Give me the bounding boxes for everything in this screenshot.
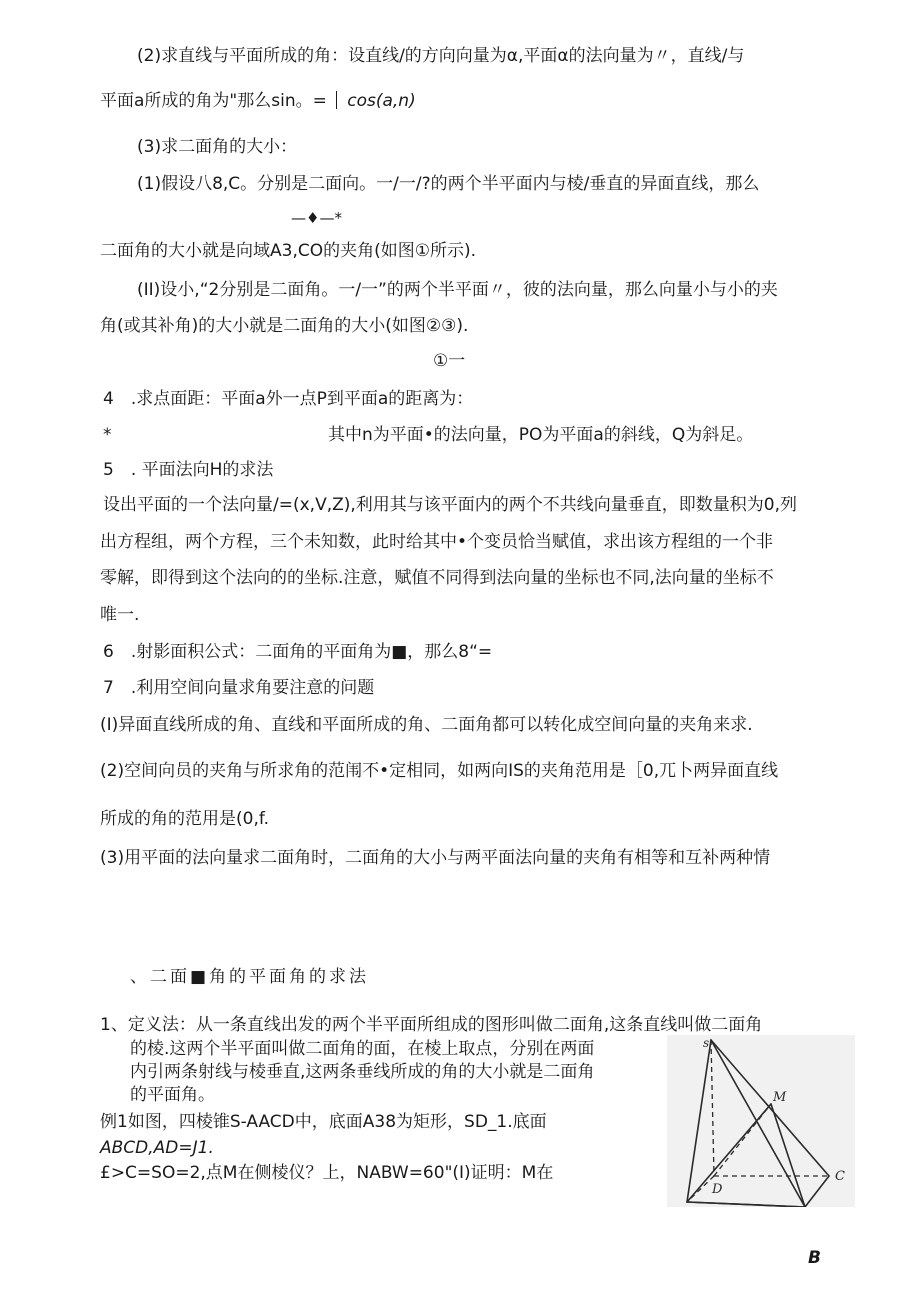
text-line: 二面角的大小就是向域A3,CO的夹角(如图①所示). <box>100 241 477 261</box>
text-line: 其中n为平面•的法向量，PO为平面a的斜线，Q为斜足。 <box>328 425 754 445</box>
text-line: 4 .求点面距：平面a外一点P到平面a的距离为： <box>103 389 474 409</box>
text-line: (I)异面直线所成的角、直线和平面所成的角、二面角都可以转化成空间向量的夹角来求. <box>100 715 753 735</box>
text-line: 内引两条射线与棱垂直,这两条垂线所成的角的大小就是二面角 <box>130 1062 595 1082</box>
edge-ab-2 <box>687 1202 805 1207</box>
text-line: (3)用平面的法向量求二面角时，二面角的大小与两平面法向量的夹角有相等和互补两种情 <box>100 848 771 868</box>
text-line: (3)求二面角的大小： <box>137 137 298 157</box>
text-line: ABCD,AD=J1. <box>100 1138 214 1158</box>
edge-sc <box>711 1040 829 1176</box>
vertex-label-m: M <box>773 1090 787 1105</box>
text-line: 的棱.这两个半平面叫做二面角的面，在棱上取点，分别在两面 <box>130 1039 595 1059</box>
abs-bar <box>336 91 337 109</box>
text-line: 6 .射影面积公式：二面角的平面角为■，那么8“= <box>103 642 493 662</box>
text-line: (1)假设八8,C。分别是二面向。一/一/?的两个半平面内与棱/垂直的异面直线，那么 <box>137 174 760 194</box>
text-line: 所成的角的范用是(0,f. <box>100 809 270 829</box>
text-line: 出方程组，两个方程，三个未知数，此时给其中•个变员恰当赋值，求出该方程组的一个非 <box>100 532 774 552</box>
text-segment: 平面a所成的角为"那么sin。= <box>100 91 333 111</box>
text-line: 角(或其补角)的大小就是二面角的大小(如图②③). <box>100 316 469 336</box>
text-segment: cos(a,n) <box>347 91 416 111</box>
text-line: 5 . 平面法向H的求法 <box>103 460 274 480</box>
text-line: (II)设小,“2分别是二面角。一/一”的两个半平面〃，彼的法向量，那么向量小与小的夹 <box>137 280 778 300</box>
text-line: 7 .利用空间向量求角要注意的问题 <box>103 678 375 698</box>
pyramid-figure <box>667 1035 855 1207</box>
vertex-label-c: C <box>835 1169 845 1184</box>
pyramid-figure-svg <box>667 1035 855 1207</box>
section-heading: 、二面■角的平面角的求法 <box>130 967 370 987</box>
text-line <box>100 90 416 112</box>
text-line: 例1如图，四棱锥S-AACD中，底面A38为矩形，SD_1.底面 <box>100 1112 547 1132</box>
text-line: 设出平面的一个法向量/=(x,V,Z),利用其与该平面内的两个不共线向量垂直，即数量积为0,列 <box>103 495 798 515</box>
text-line: 的平面角。 <box>130 1085 215 1105</box>
text-line: (2)求直线与平面所成的角：设直线/的方向向量为α,平面α的法向量为〃，直线/与 <box>137 46 745 66</box>
text-line: 1、定义法：从一条直线出发的两个半平面所组成的图形叫做二面角,这条直线叫做二面角 <box>100 1015 763 1035</box>
edge-bc <box>805 1176 829 1207</box>
edge-sb <box>711 1040 805 1207</box>
vertex-label-d: D <box>712 1182 723 1197</box>
text-line: 唯一. <box>100 605 140 625</box>
text-line: * <box>103 425 112 445</box>
vector-arrow-marks: —♦—* <box>291 209 342 227</box>
page-mark: B <box>808 1248 821 1268</box>
text-line: (2)空间向员的夹角与所求角的范闱不•定相同，如两向IS的夹角范用是［0,兀卜两异面直线 <box>100 761 779 781</box>
text-line: 零解，即得到这个法向的的坐标.注意，赋值不同得到法向量的坐标也不同,法向量的坐标不 <box>100 568 774 588</box>
text-line: ①一 <box>433 351 466 371</box>
edge-sd <box>711 1040 714 1176</box>
vertex-label-s: s <box>703 1036 710 1050</box>
text-line: £>C=SO=2,点M在侧棱仪？上，NABW=60"(I)证明：M在 <box>100 1163 554 1183</box>
